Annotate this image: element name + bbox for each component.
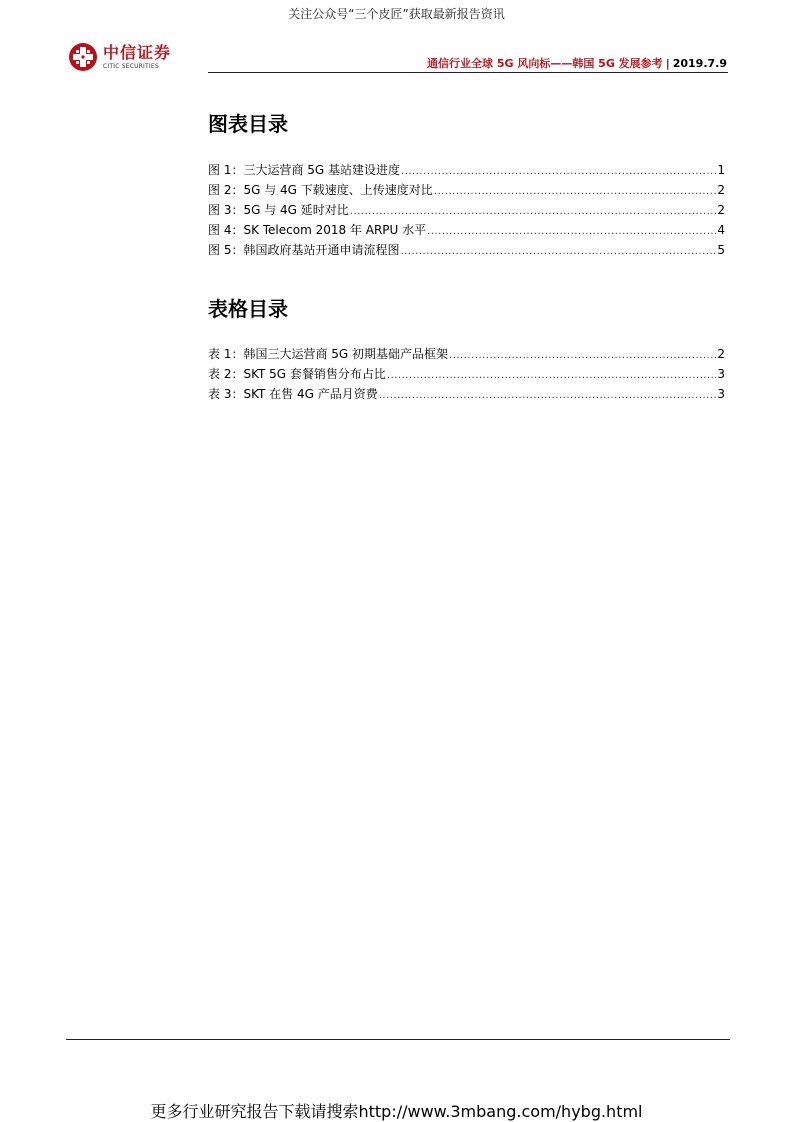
- toc-row[interactable]: [208, 345, 725, 365]
- toc-page-number: 3: [717, 367, 725, 381]
- toc-row[interactable]: [208, 201, 725, 221]
- header-separator: |: [665, 57, 670, 70]
- logo-name-en: CITIC SECURITIES: [103, 62, 159, 70]
- report-header: [427, 55, 727, 71]
- toc-row[interactable]: [208, 241, 725, 261]
- toc-leader-dots: [379, 390, 717, 401]
- toc-label: 图 1：三大运营商 5G 基站建设进度: [208, 163, 401, 177]
- toc-row[interactable]: [208, 385, 725, 405]
- toc-leader-dots: [401, 166, 716, 177]
- toc-label: 表 3：SKT 在售 4G 产品月资费: [208, 387, 378, 401]
- footer-download-link[interactable]: 更多行业研究报告下载请搜索http://www.3mbang.com/hybg.html: [150, 1102, 643, 1121]
- figures-toc-title: 图表目录: [208, 112, 288, 136]
- toc-page-number: 2: [717, 203, 725, 217]
- toc-leader-dots: [350, 206, 717, 217]
- toc-label: 表 2：SKT 5G 套餐销售分布占比: [208, 367, 386, 381]
- toc-page-number: 1: [717, 163, 725, 177]
- toc-label: 表 1：韩国三大运营商 5G 初期基础产品框架: [208, 347, 449, 361]
- toc-leader-dots: [449, 350, 716, 361]
- toc-row[interactable]: [208, 221, 725, 241]
- tables-toc-list: [208, 345, 725, 405]
- figures-toc-list: [208, 161, 725, 261]
- header-divider: [208, 72, 728, 73]
- toc-leader-dots: [387, 370, 716, 381]
- company-logo: [68, 40, 171, 74]
- report-title: 通信行业全球 5G 风向标——韩国 5G 发展参考: [427, 57, 663, 70]
- report-date: 2019.7.9: [672, 57, 727, 70]
- toc-page-number: 2: [717, 347, 725, 361]
- toc-page-number: 4: [717, 223, 725, 237]
- tables-toc-title: 表格目录: [208, 297, 288, 321]
- toc-leader-dots: [427, 226, 716, 237]
- citic-logo-icon: [68, 42, 98, 72]
- toc-page-number: 5: [717, 243, 725, 257]
- toc-page-number: 2: [717, 183, 725, 197]
- toc-label: 图 5：韩国政府基站开通申请流程图: [208, 243, 400, 257]
- footer-divider: [66, 1039, 730, 1040]
- toc-leader-dots: [434, 186, 717, 197]
- toc-page-number: 3: [717, 387, 725, 401]
- logo-name-cn: 中信证券: [103, 42, 172, 62]
- toc-label: 图 4：SK Telecom 2018 年 ARPU 水平: [208, 223, 427, 237]
- toc-label: 图 2：5G 与 4G 下载速度、上传速度对比: [208, 183, 433, 197]
- toc-row[interactable]: [208, 365, 725, 385]
- top-promo-note: 关注公众号“三个皮匠”获取最新报告资讯: [288, 7, 505, 21]
- toc-row[interactable]: [208, 181, 725, 201]
- toc-row[interactable]: [208, 161, 725, 181]
- toc-label: 图 3：5G 与 4G 延时对比: [208, 203, 349, 217]
- toc-leader-dots: [400, 246, 716, 257]
